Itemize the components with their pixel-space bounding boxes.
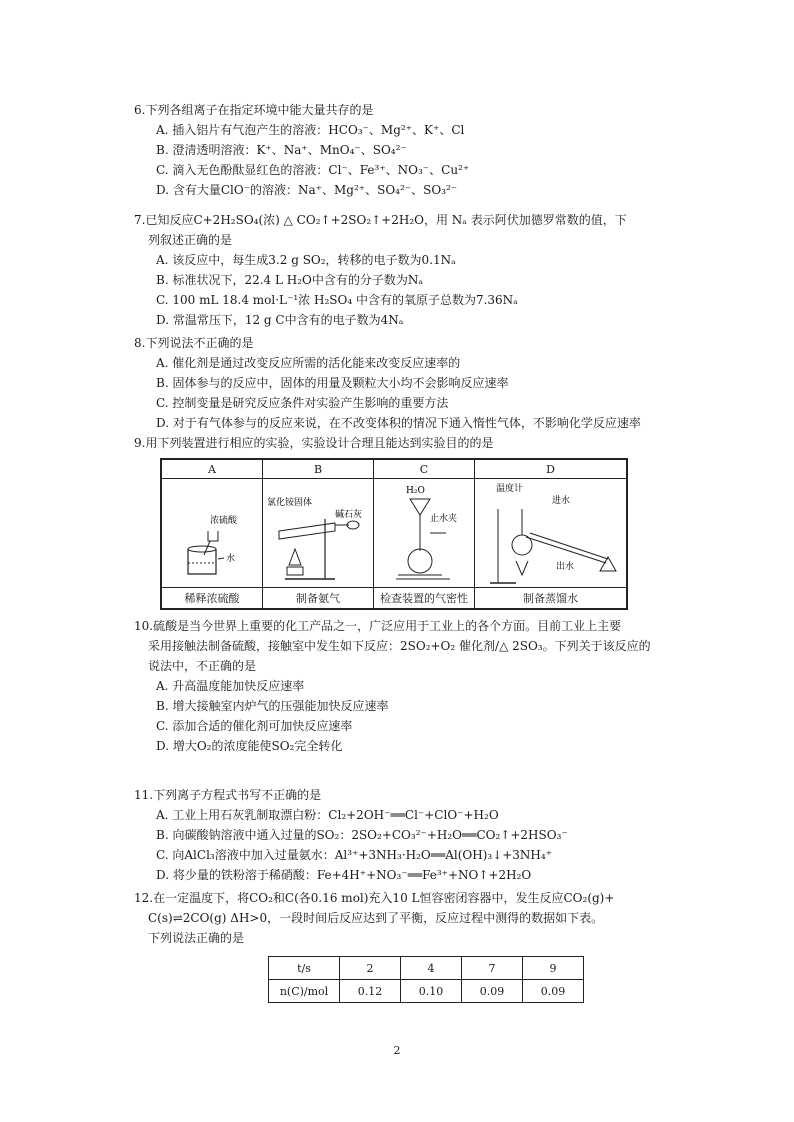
table-header-moles: n(C)/mol <box>269 980 340 1003</box>
question-10-stem: 10.硫酸是当今世界上重要的化工产品之一，广泛应用于工业上的各个方面。目前工业上主要 <box>134 619 622 633</box>
apparatus-a-diagram <box>162 479 263 588</box>
apparatus-caption-c: 检查装置的气密性 <box>374 588 475 609</box>
question-6-stem: 6.下列各组离子在指定环境中能大量共存的是 <box>134 103 374 117</box>
question-7-option-d: D. 常温常压下，12 g C中含有的电子数为4Nₐ <box>156 313 404 327</box>
table-row <box>269 980 584 1003</box>
question-8-option-d: D. 对于有气体参与的反应来说，在不改变体积的情况下通入惰性气体，不影响化学反应速率 <box>156 416 641 430</box>
apparatus-table <box>160 458 628 610</box>
table-header-time: t/s <box>269 957 340 980</box>
apparatus-d-diagram <box>475 479 627 588</box>
apparatus-header-b: B <box>263 460 374 479</box>
question-6-option-c: C. 滴入无色酚酞显红色的溶液：Cl⁻、Fe³⁺、NO₃⁻、Cu²⁺ <box>156 163 470 177</box>
question-11-option-b: B. 向碳酸钠溶液中通入过量的SO₂：2SO₂+CO₃²⁻+H₂O══CO₂↑+2HSO₃⁻ <box>156 828 568 842</box>
label-water-out: 出水 <box>555 562 574 572</box>
apparatus-c-diagram <box>374 479 475 588</box>
label-water-clamp: 止水夹 <box>430 514 458 524</box>
question-7 <box>134 210 654 330</box>
question-8-option-b: B. 固体参与的反应中，固体的用量及颗粒大小均不会影响反应速率 <box>156 376 509 390</box>
label-ammonium-chloride: 氯化铵固体 <box>267 498 313 508</box>
question-8-option-a: A. 催化剂是通过改变反应所需的活化能来改变反应速率的 <box>156 356 461 370</box>
apparatus-caption-d: 制备蒸馏水 <box>475 588 627 609</box>
table-cell: 2 <box>340 957 401 980</box>
table-cell: 0.09 <box>462 980 523 1003</box>
apparatus-caption-b: 制备氨气 <box>263 588 374 609</box>
question-10-stem-continued: 采用接触法制备硫酸，接触室中发生如下反应：2SO₂+O₂ 催化剂/△ 2SO₃。下列关于该反应的 <box>148 639 651 653</box>
question-6 <box>134 100 654 200</box>
label-thermometer: 温度计 <box>495 484 523 494</box>
label-h2o: H₂O <box>406 486 425 496</box>
question-8 <box>134 333 654 433</box>
question-10-option-c: C. 添加合适的催化剂可加快反应速率 <box>156 719 353 733</box>
question-11-stem: 11.下列离子方程式书写不正确的是 <box>134 788 322 802</box>
question-9-stem: 9.用下列装置进行相应的实验，实验设计合理且能达到实验目的的是 <box>134 436 494 450</box>
question-6-option-b: B. 澄清透明溶液：K⁺、Na⁺、MnO₄⁻、SO₄²⁻ <box>156 143 407 157</box>
question-8-stem: 8.下列说法不正确的是 <box>134 336 254 350</box>
apparatus-header-a: A <box>162 460 263 479</box>
table-cell: 9 <box>523 957 584 980</box>
question-11 <box>134 785 654 885</box>
reaction-data-table <box>268 956 584 1003</box>
table-cell: 7 <box>462 957 523 980</box>
question-12 <box>134 888 654 948</box>
apparatus-header-c: C <box>374 460 475 479</box>
page-number: 2 <box>393 1044 401 1057</box>
label-water-in: 进水 <box>551 496 570 506</box>
question-7-stem-continued: 列叙述正确的是 <box>148 233 233 247</box>
question-10-option-d: D. 增大O₂的浓度能使SO₂完全转化 <box>156 739 343 753</box>
question-11-option-d: D. 将少量的铁粉溶于稀硝酸：Fe+4H⁺+NO₃⁻══Fe³⁺+NO↑+2H₂O <box>156 868 532 882</box>
question-12-stem: 12.在一定温度下，将CO₂和C(各0.16 mol)充入10 L恒容密闭容器中，发生反应CO₂(g)+ <box>134 891 615 905</box>
question-7-option-a: A. 该反应中，每生成3.2 g SO₂，转移的电子数为0.1Nₐ <box>156 253 456 267</box>
question-7-stem: 7.已知反应C+2H₂SO₄(浓) △ CO₂↑+2SO₂↑+2H₂O，用 Nₐ 表示阿伏加德罗常数的值，下 <box>134 213 627 227</box>
question-10-option-a: A. 升高温度能加快反应速率 <box>156 679 305 693</box>
question-10 <box>134 616 654 756</box>
label-water: 水 <box>226 554 236 564</box>
question-11-option-c: C. 向AlCl₃溶液中加入过量氨水：Al³⁺+3NH₃·H₂O══Al(OH)₃↓+3NH₄⁺ <box>156 848 553 862</box>
question-6-option-a: A. 插入铝片有气泡产生的溶液：HCO₃⁻、Mg²⁺、K⁺、Cl <box>156 123 465 137</box>
table-cell: 0.09 <box>523 980 584 1003</box>
question-10-option-b: B. 增大接触室内炉气的压强能加快反应速率 <box>156 699 389 713</box>
question-7-option-b: B. 标准状况下，22.4 L H₂O中含有的分子数为Nₐ <box>156 273 424 287</box>
label-soda-lime: 碱石灰 <box>335 510 363 520</box>
apparatus-caption-a: 稀释浓硫酸 <box>162 588 263 609</box>
question-12-stem-continued-2: 下列说法正确的是 <box>148 931 245 945</box>
question-9 <box>134 433 654 453</box>
question-11-option-a: A. 工业上用石灰乳制取漂白粉：Cl₂+2OH⁻══Cl⁻+ClO⁻+H₂O <box>156 808 499 822</box>
question-8-option-c: C. 控制变量是研究反应条件对实验产生影响的重要方法 <box>156 396 449 410</box>
table-cell: 0.10 <box>401 980 462 1003</box>
table-row <box>269 957 584 980</box>
table-cell: 0.12 <box>340 980 401 1003</box>
question-12-stem-continued: C(s)⇌2CO(g) ΔH>0，一段时间后反应达到了平衡，反应过程中测得的数据如下表。 <box>148 911 604 925</box>
label-concentrated-sulfuric-acid: 浓硫酸 <box>210 516 238 526</box>
table-cell: 4 <box>401 957 462 980</box>
question-6-option-d: D. 含有大量ClO⁻的溶液：Na⁺、Mg²⁺、SO₄²⁻、SO₃²⁻ <box>156 183 458 197</box>
apparatus-b-diagram <box>263 479 374 588</box>
question-7-option-c: C. 100 mL 18.4 mol·L⁻¹浓 H₂SO₄ 中含有的氧原子总数为7.36Nₐ <box>156 293 518 307</box>
question-10-stem-continued-2: 说法中，不正确的是 <box>148 659 257 673</box>
apparatus-header-d: D <box>475 460 627 479</box>
